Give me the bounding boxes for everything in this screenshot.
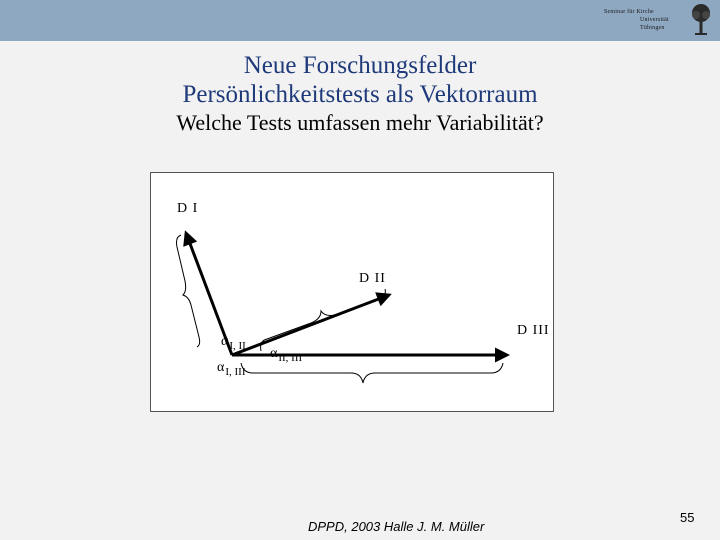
vector-label-d2: D II	[359, 271, 386, 286]
brace-d1	[177, 235, 200, 347]
vector-diagram-svg	[151, 173, 553, 411]
angle-subscript: I, III	[225, 366, 246, 378]
vector-label-d1: D I	[177, 201, 199, 216]
header-bar	[0, 0, 720, 41]
vector-diagram	[150, 172, 554, 412]
logo-line-2: Universität	[640, 17, 669, 23]
angle-subscript: I, II	[229, 340, 246, 352]
alpha-symbol: α	[270, 346, 278, 361]
angle-subscript: II, III	[278, 352, 303, 364]
angle-label-2-3	[270, 345, 302, 362]
slide-subtitle: Welche Tests umfassen mehr Variabilität?	[176, 110, 544, 135]
angle-label-1-2	[221, 333, 246, 350]
alpha-symbol: α	[221, 334, 229, 349]
page-number: 55	[680, 510, 695, 525]
footer-citation: DPPD, 2003 Halle J. M. Müller	[308, 519, 485, 534]
logo-line-3: Tübingen	[640, 25, 665, 31]
slide-title-line-1: Neue Forschungsfelder	[243, 52, 477, 79]
angle-label-1-3	[217, 359, 246, 376]
university-logo	[602, 3, 712, 37]
tree-icon	[690, 3, 712, 37]
brace-d3	[241, 363, 503, 383]
logo-line-1: Seminar für Kirche	[604, 9, 654, 15]
vector-label-d3: D III	[517, 323, 550, 338]
alpha-symbol: α	[217, 360, 225, 375]
slide-title-line-2: Persönlichkeitstests als Vektorraum	[182, 81, 538, 108]
